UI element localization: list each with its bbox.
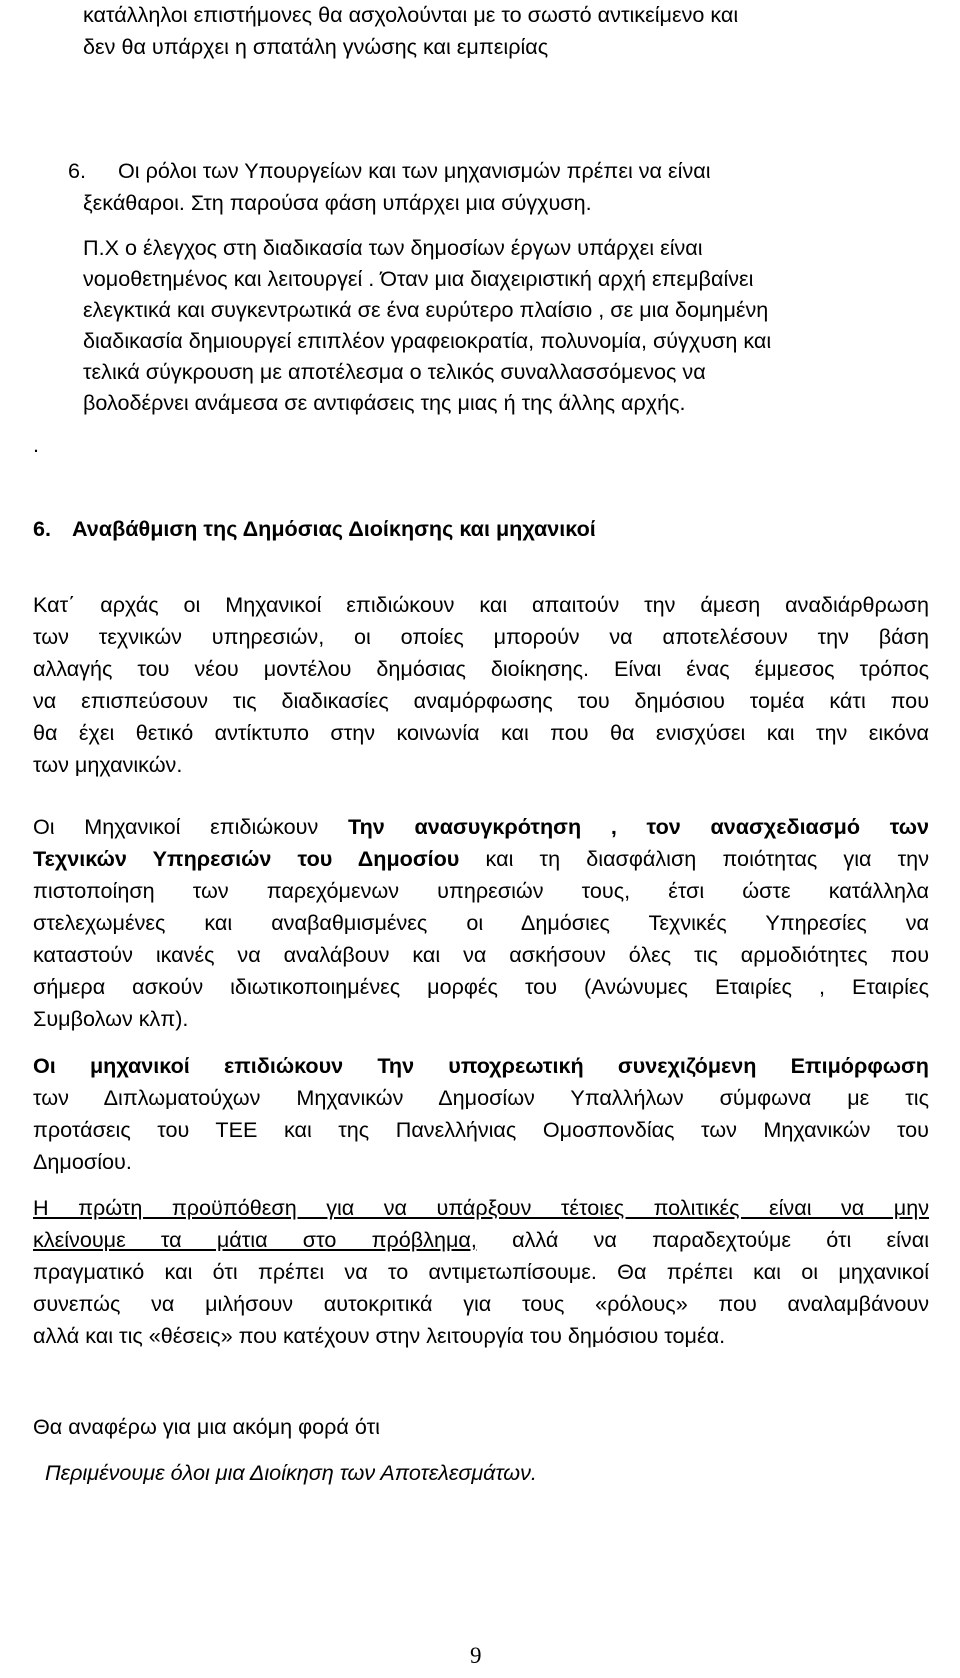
example-line-3: ελεγκτικά και συγκεντρωτικά σε ένα ευρύτερο πλαίσιο , σε μια δομημένη [83,297,769,322]
p2-line-1 [33,812,929,843]
p2-line-2-bold: Τεχνικών Υπηρεσιών του Δημοσίου [33,846,460,871]
section-number: 6. [33,516,52,541]
example-line-4: διαδικασία δημιουργεί επιπλέον γραφειοκρατία, πολυνομία, σύγχυση και [83,328,772,353]
intro-line-2: δεν θα υπάρχει η σπατάλη γνώσης και εμπειρίας [83,34,549,59]
closing-line-1: Θα αναφέρω για μια ακόμη φορά ότι [33,1414,380,1439]
closing-line-2: Περιμένουμε όλοι μια Διοίκηση των Αποτελεσμάτων. [45,1460,537,1485]
list-item-number: 6. [68,158,87,183]
list-item-line-1: Οι ρόλοι των Υπουργείων και των μηχανισμών πρέπει να είναι [118,158,711,183]
p3-line-4: Δημοσίου. [33,1149,132,1174]
intro-line-1: κατάλληλοι επιστήμονες θα ασχολούνται με το σωστό αντικείμενο και [83,2,739,27]
p3-line-3: προτάσεις του ΤΕΕ και της Πανελλήνιας Ομοσπονδίας των Μηχανικών του [33,1117,929,1142]
example-line-5: τελικά σύγκρουση με αποτέλεσμα ο τελικός συναλλασσόμενος να [83,359,706,384]
p1-line-4: να επισπεύσουν τις διαδικασίες αναμόρφωσης του δημόσιου τομέα κάτι που [33,688,929,713]
p2-line-3: πιστοποίηση των παρεχόμενων υπηρεσιών τους, έτσι ώστε κατάλληλα [33,878,929,903]
p4-line-4: συνεπώς να μιλήσουν αυτοκριτικά για τους «ρόλους» που αναλαμβάνουν [33,1291,929,1316]
p2-line-1-bold: Την ανασυγκρότηση , τον ανασχεδιασμό των [347,814,929,839]
example-line-6: βολοδέρνει ανάμεσα σε αντιφάσεις της μιας ή της άλλης αρχής. [83,390,686,415]
p4-line-2-plain: αλλά να παραδεχτούμε ότι είναι [476,1227,929,1252]
p2-line-5: καταστούν ικανές να αναλάβουν και να ασκήσουν όλες τις αρμοδιότητες που [33,942,929,967]
p4-line-5: αλλά και τις «θέσεις» που κατέχουν στην λειτουργία του δημόσιου τομέα. [33,1323,726,1348]
p2-line-7: Συμβολων κλπ). [33,1006,189,1031]
p2-line-4: στελεχωμένες και αναβαθμισμένες οι Δημόσιες Τεχνικές Υπηρεσίες να [33,910,929,935]
p2-line-6: σήμερα ασκούν ιδιωτικοποιημένες μορφές του (Ανώνυμες Εταιρίες , Εταιρίες [33,974,929,999]
p3-line-1: Οι μηχανικοί επιδιώκουν Την υποχρεωτική συνεχιζόμενη Επιμόρφωση [33,1053,929,1078]
stray-dot: . [33,432,39,457]
p4-line-3: πραγματικό και ότι πρέπει να το αντιμετωπίσουμε. Θα πρέπει και οι μηχανικοί [33,1259,929,1284]
p1-line-1: Κατ΄ αρχάς οι Μηχανικοί επιδιώκουν και απαιτούν την άμεση αναδιάρθρωση [33,592,929,617]
example-line-2: νομοθετημένος και λειτουργεί . Όταν μια διαχειριστική αρχή επεμβαίνει [83,266,754,291]
p1-line-2: των τεχνικών υπηρεσιών, οι οποίες μπορούν να αποτελέσουν την βάση [33,624,929,649]
p3-line-2: των Διπλωματούχων Μηχανικών Δημοσίων Υπαλλήλων σύμφωνα με τις [33,1085,929,1110]
p1-line-5: θα έχει θετικό αντίκτυπο στην κοινωνία και που θα ενισχύσει και την εικόνα [33,720,929,745]
p2-line-2 [33,844,929,875]
list-item-line-2: ξεκάθαροι. Στη παρούσα φάση υπάρχει μια σύγχυση. [83,190,592,215]
p4-line-2 [33,1225,929,1256]
page-number: 9 [470,1643,482,1668]
p2-line-2-plain: και τη διασφάλιση ποιότητας για την [459,846,929,871]
example-line-1: Π.Χ ο έλεγχος στη διαδικασία των δημοσίων έργων υπάρχει είναι [83,235,703,260]
p1-line-3: αλλαγής του νέου μοντέλου δημόσιας διοίκησης. Είναι ένας έμμεσος τρόπος [33,656,929,681]
p2-line-1-plain: Οι Μηχανικοί επιδιώκουν [33,814,348,839]
p4-line-1: Η πρώτη προϋπόθεση για να υπάρξουν τέτοιες πολιτικές είναι να μην [33,1195,929,1220]
p4-line-2-underlined: κλείνουμε τα μάτια στο πρόβλημα, [33,1227,477,1252]
p1-line-6: των μηχανικών. [33,752,183,777]
section-heading: Αναβάθμιση της Δημόσιας Διοίκησης και μηχανικοί [72,516,596,541]
